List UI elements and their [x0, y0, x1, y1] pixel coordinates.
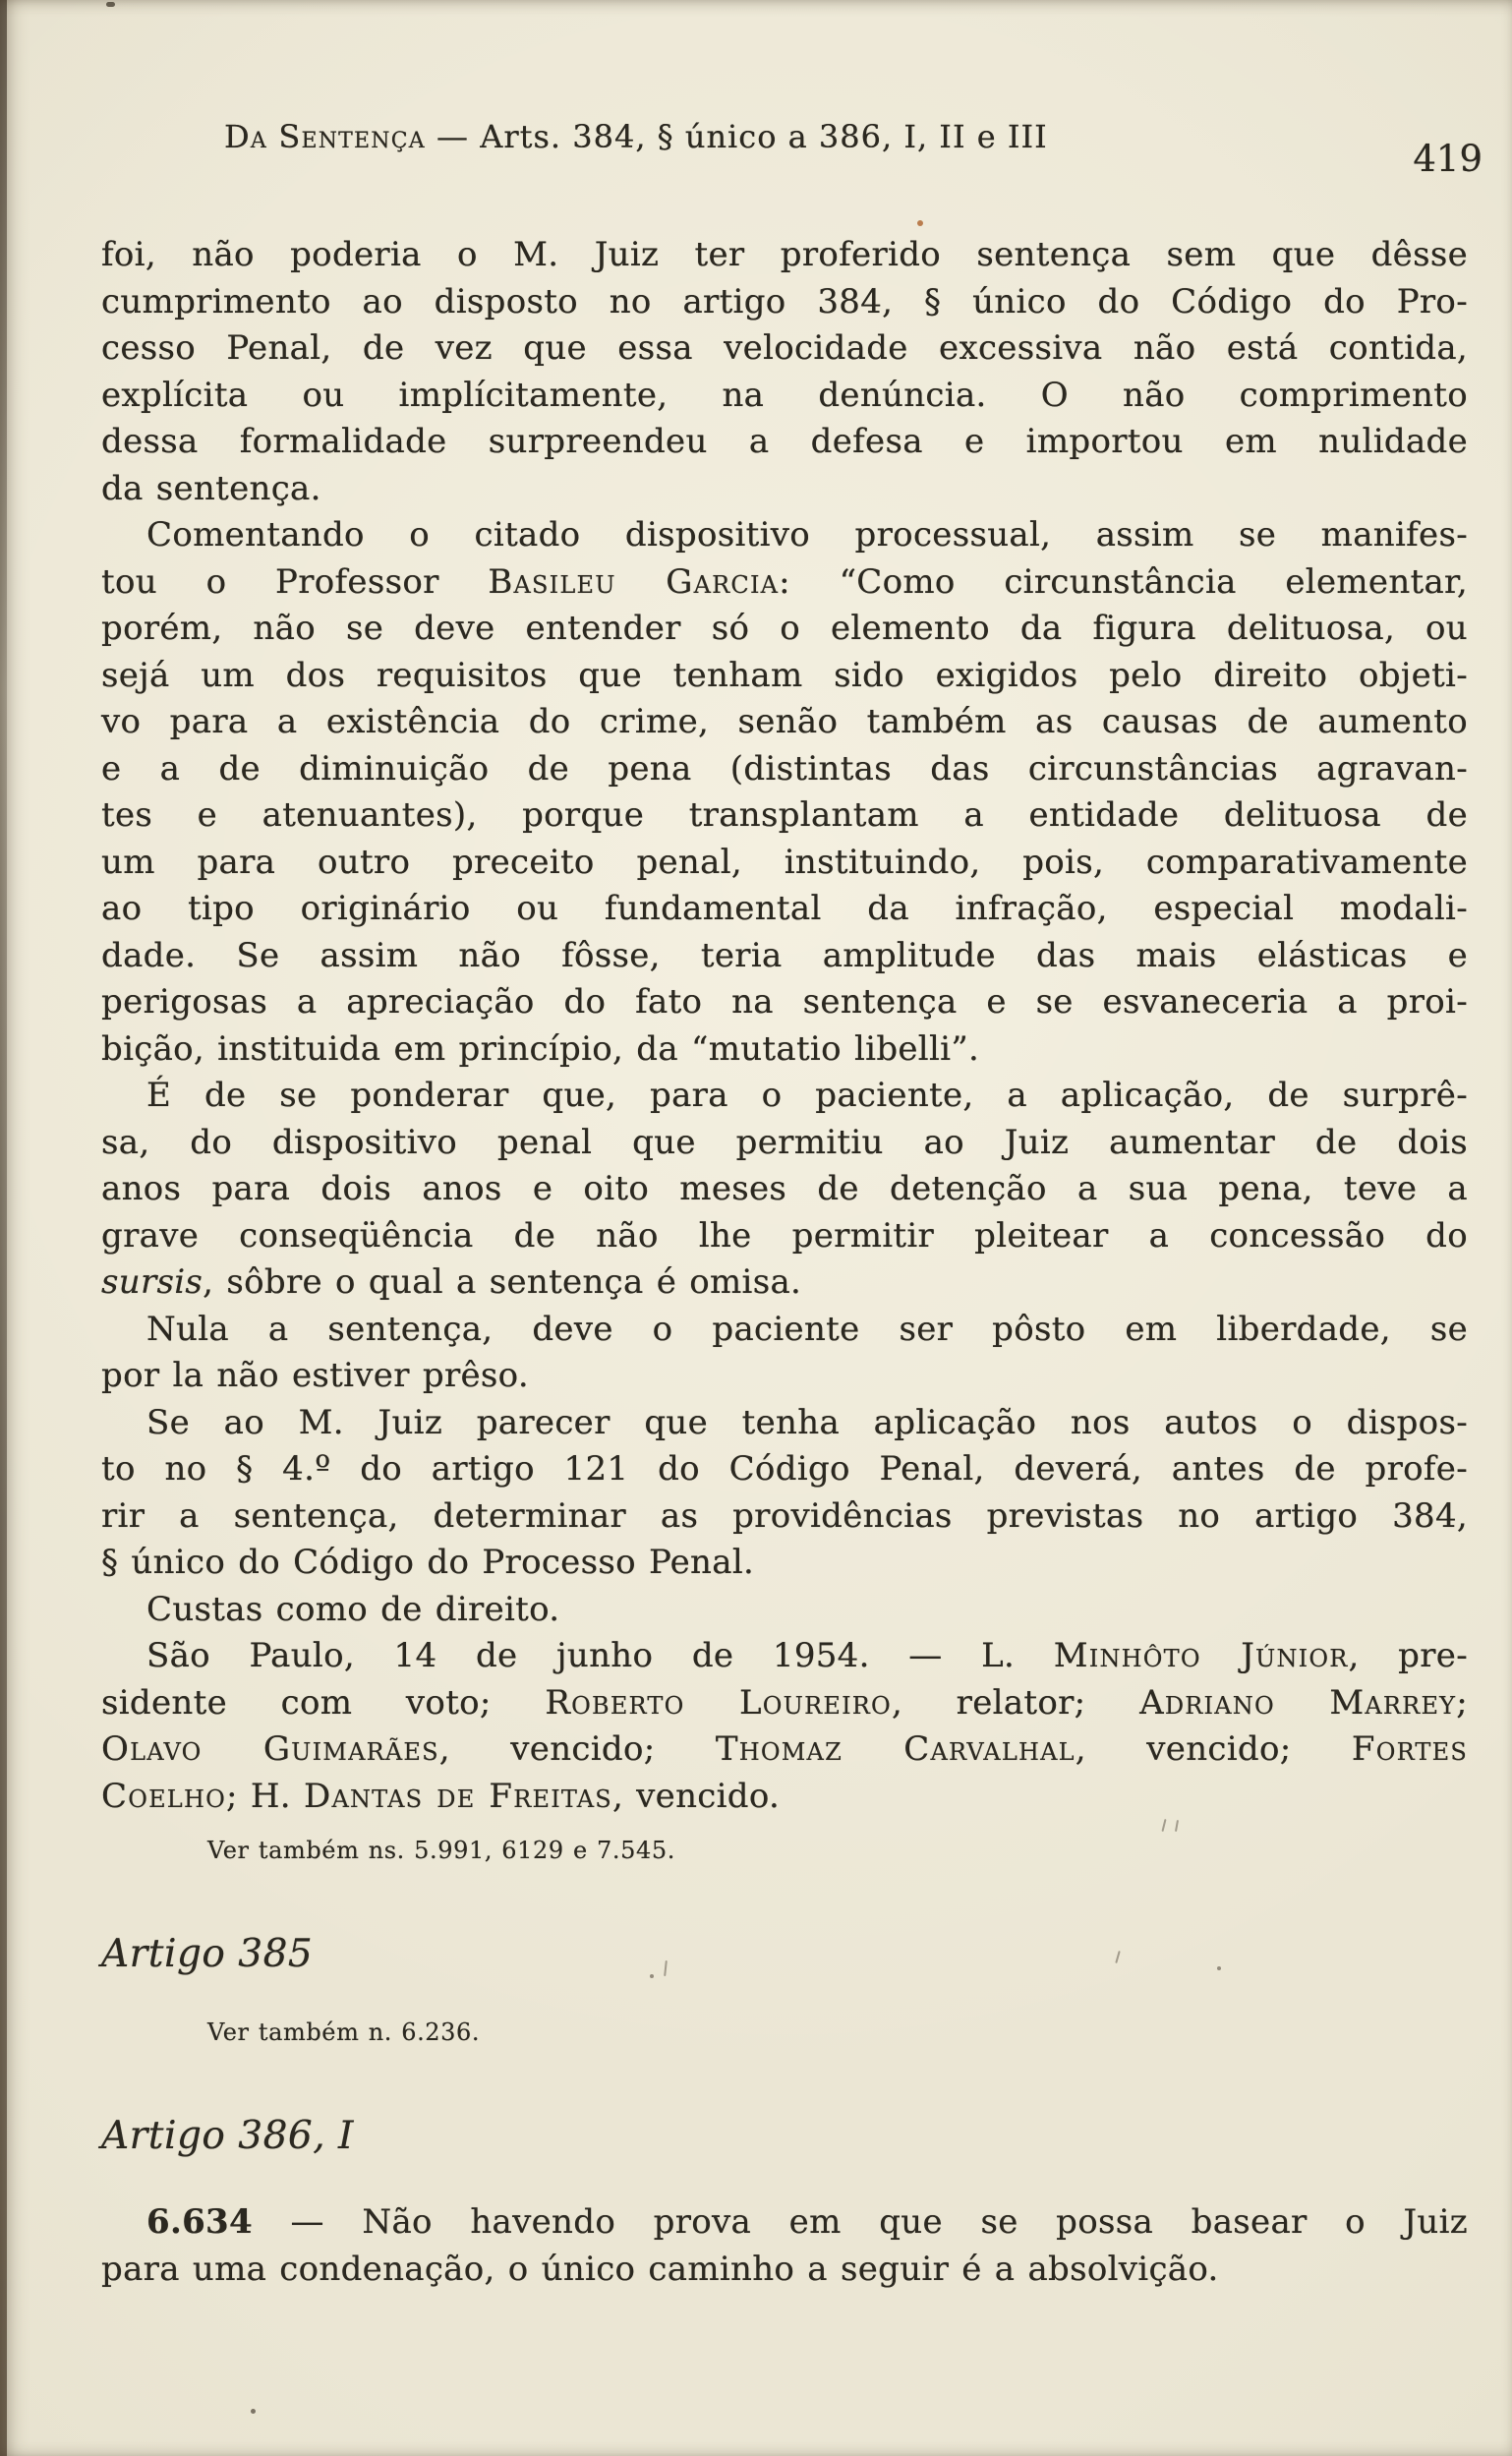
body-paragraph [101, 232, 1468, 512]
text-line: sidente com voto; Roberto Loureiro, relator; Adriano Marrey; [101, 1682, 1468, 1723]
body-paragraph [101, 1073, 1468, 1307]
cross-reference-note: Ver também ns. 5.991, 6129 e 7.545. [207, 1837, 675, 1864]
small-caps-name: Adriano Marrey [1139, 1682, 1457, 1723]
running-title-articles: — Arts. 384, § único a 386, I, II e III [425, 118, 1048, 155]
text-line: Custas como de direito. [146, 1589, 560, 1629]
small-caps-name: Coelho [101, 1776, 226, 1816]
scan-gutter-shadow [0, 0, 7, 2456]
text-line: e a de diminuição de pena (distintas das circunstâncias agravan- [101, 748, 1468, 789]
text-line: sursis, sôbre o qual a sentença é omisa. [101, 1262, 802, 1302]
text-line: tou o Professor Basileu Garcia: “Como circunstância elementar, [101, 561, 1468, 602]
text-line: um para outro preceito penal, instituindo, pois, comparativamente [101, 842, 1468, 882]
body-paragraph [101, 2199, 1468, 2293]
running-title-chapter: Da Sentença [224, 118, 426, 155]
small-caps-name: Basileu Garcia [488, 561, 780, 602]
text-line: § único do Código do Processo Penal. [101, 1543, 755, 1582]
text-line: vo para a existência do crime, senão também as causas de aumento [101, 702, 1468, 741]
text-line: grave conseqüência de não lhe permitir pleitear a concessão do [101, 1215, 1468, 1256]
decision-number: 6.634 [146, 2202, 253, 2242]
text-line: bição, instituida em princípio, da “mutatio libelli”. [101, 1028, 980, 1069]
italic-term: sursis [101, 1262, 204, 1302]
text-line: É de se ponderar que, para o paciente, a aplicação, de surprê- [146, 1076, 1468, 1115]
text-line: por la não estiver prêso. [101, 1356, 529, 1395]
text-line: São Paulo, 14 de junho de 1954. — L. Minhôto Júnior, pre- [146, 1636, 1469, 1675]
text-line: Se ao M. Juiz parecer que tenha aplicação nos autos o dispos- [146, 1402, 1468, 1442]
text-line: da sentença. [101, 468, 321, 508]
scan-speck [917, 220, 923, 226]
text-line: explícita ou implícitamente, na denúncia. O não comprimento [101, 375, 1468, 415]
article-heading: Artigo 385 [101, 1932, 314, 1976]
scan-speck [251, 2409, 256, 2414]
body-paragraph [101, 1633, 1468, 1820]
text-line: para uma condenação, o único caminho a seguir é a absolvição. [101, 2249, 1219, 2289]
text-line: sa, do dispositivo penal que permitiu ao Juiz aumentar de dois [101, 1122, 1468, 1162]
text-line: Olavo Guimarães, vencido; Thomaz Carvalhal, vencido; Fortes [101, 1729, 1468, 1769]
article-heading: Artigo 386, I [101, 2114, 354, 2158]
body-paragraph [101, 1587, 1468, 1634]
text-line: ao tipo originário ou fundamental da infração, especial modali- [101, 889, 1468, 928]
text-line: anos para dois anos e oito meses de detenção a sua pena, teve a [101, 1169, 1468, 1208]
text-line: dade. Se assim não fôsse, teria amplitude das mais elásticas e [101, 935, 1468, 975]
text-line: rir a sentença, determinar as providências previstas no artigo 384, [101, 1495, 1468, 1536]
text-line: sejá um dos requisitos que tenham sido exigidos pelo direito objeti- [101, 655, 1468, 695]
body-paragraph [101, 1307, 1468, 1400]
page-number: 419 [1413, 138, 1483, 180]
small-caps-name: Roberto Loureiro [545, 1682, 892, 1723]
cross-reference-note: Ver também n. 6.236. [207, 2018, 481, 2046]
text-line: dessa formalidade surpreendeu a defesa e importou em nulidade [101, 422, 1468, 461]
scan-speck [106, 2, 115, 7]
text-line: cesso Penal, de vez que essa velocidade excessiva não está contida, [101, 328, 1468, 368]
text-line: foi, não poderia o M. Juiz ter proferido sentença sem que dêsse [101, 235, 1468, 274]
text-line: Comentando o citado dispositivo processual, assim se manifes- [146, 515, 1468, 555]
small-caps-name: Dantas de Freitas [303, 1776, 612, 1816]
running-title [224, 118, 1048, 155]
small-caps-name: Fortes [1351, 1729, 1468, 1769]
scan-mark [1217, 1966, 1221, 1970]
text-line: cumprimento ao disposto no artigo 384, § único do Código do Pro- [101, 281, 1468, 322]
small-caps-name: Olavo Guimarães [101, 1729, 439, 1769]
small-caps-name: Minhôto Júnior [1053, 1636, 1349, 1675]
text-line: perigosas a apreciação do fato na sentença e se esvaneceria a proi- [101, 982, 1468, 1022]
scan-mark [650, 1974, 654, 1978]
text-line: to no § 4.º do artigo 121 do Código Penal, deverá, antes de profe- [101, 1449, 1468, 1489]
text-line: tes e atenuantes), porque transplantam a entidade delituosa de [101, 795, 1468, 835]
text-line: Coelho; H. Dantas de Freitas, vencido. [101, 1776, 781, 1816]
small-caps-name: Thomaz Carvalhal [715, 1729, 1076, 1769]
text-line: Nula a sentença, deve o paciente ser pôsto em liberdade, se [146, 1309, 1468, 1349]
body-paragraph [101, 1400, 1468, 1587]
body-paragraph [101, 512, 1468, 1073]
text-line: porém, não se deve entender só o elemento da figura delituosa, ou [101, 609, 1468, 648]
text-line: 6.634 — Não havendo prova em que se possa basear o Juiz [146, 2202, 1468, 2242]
page-header [0, 118, 1512, 187]
page-body [101, 232, 1468, 2293]
